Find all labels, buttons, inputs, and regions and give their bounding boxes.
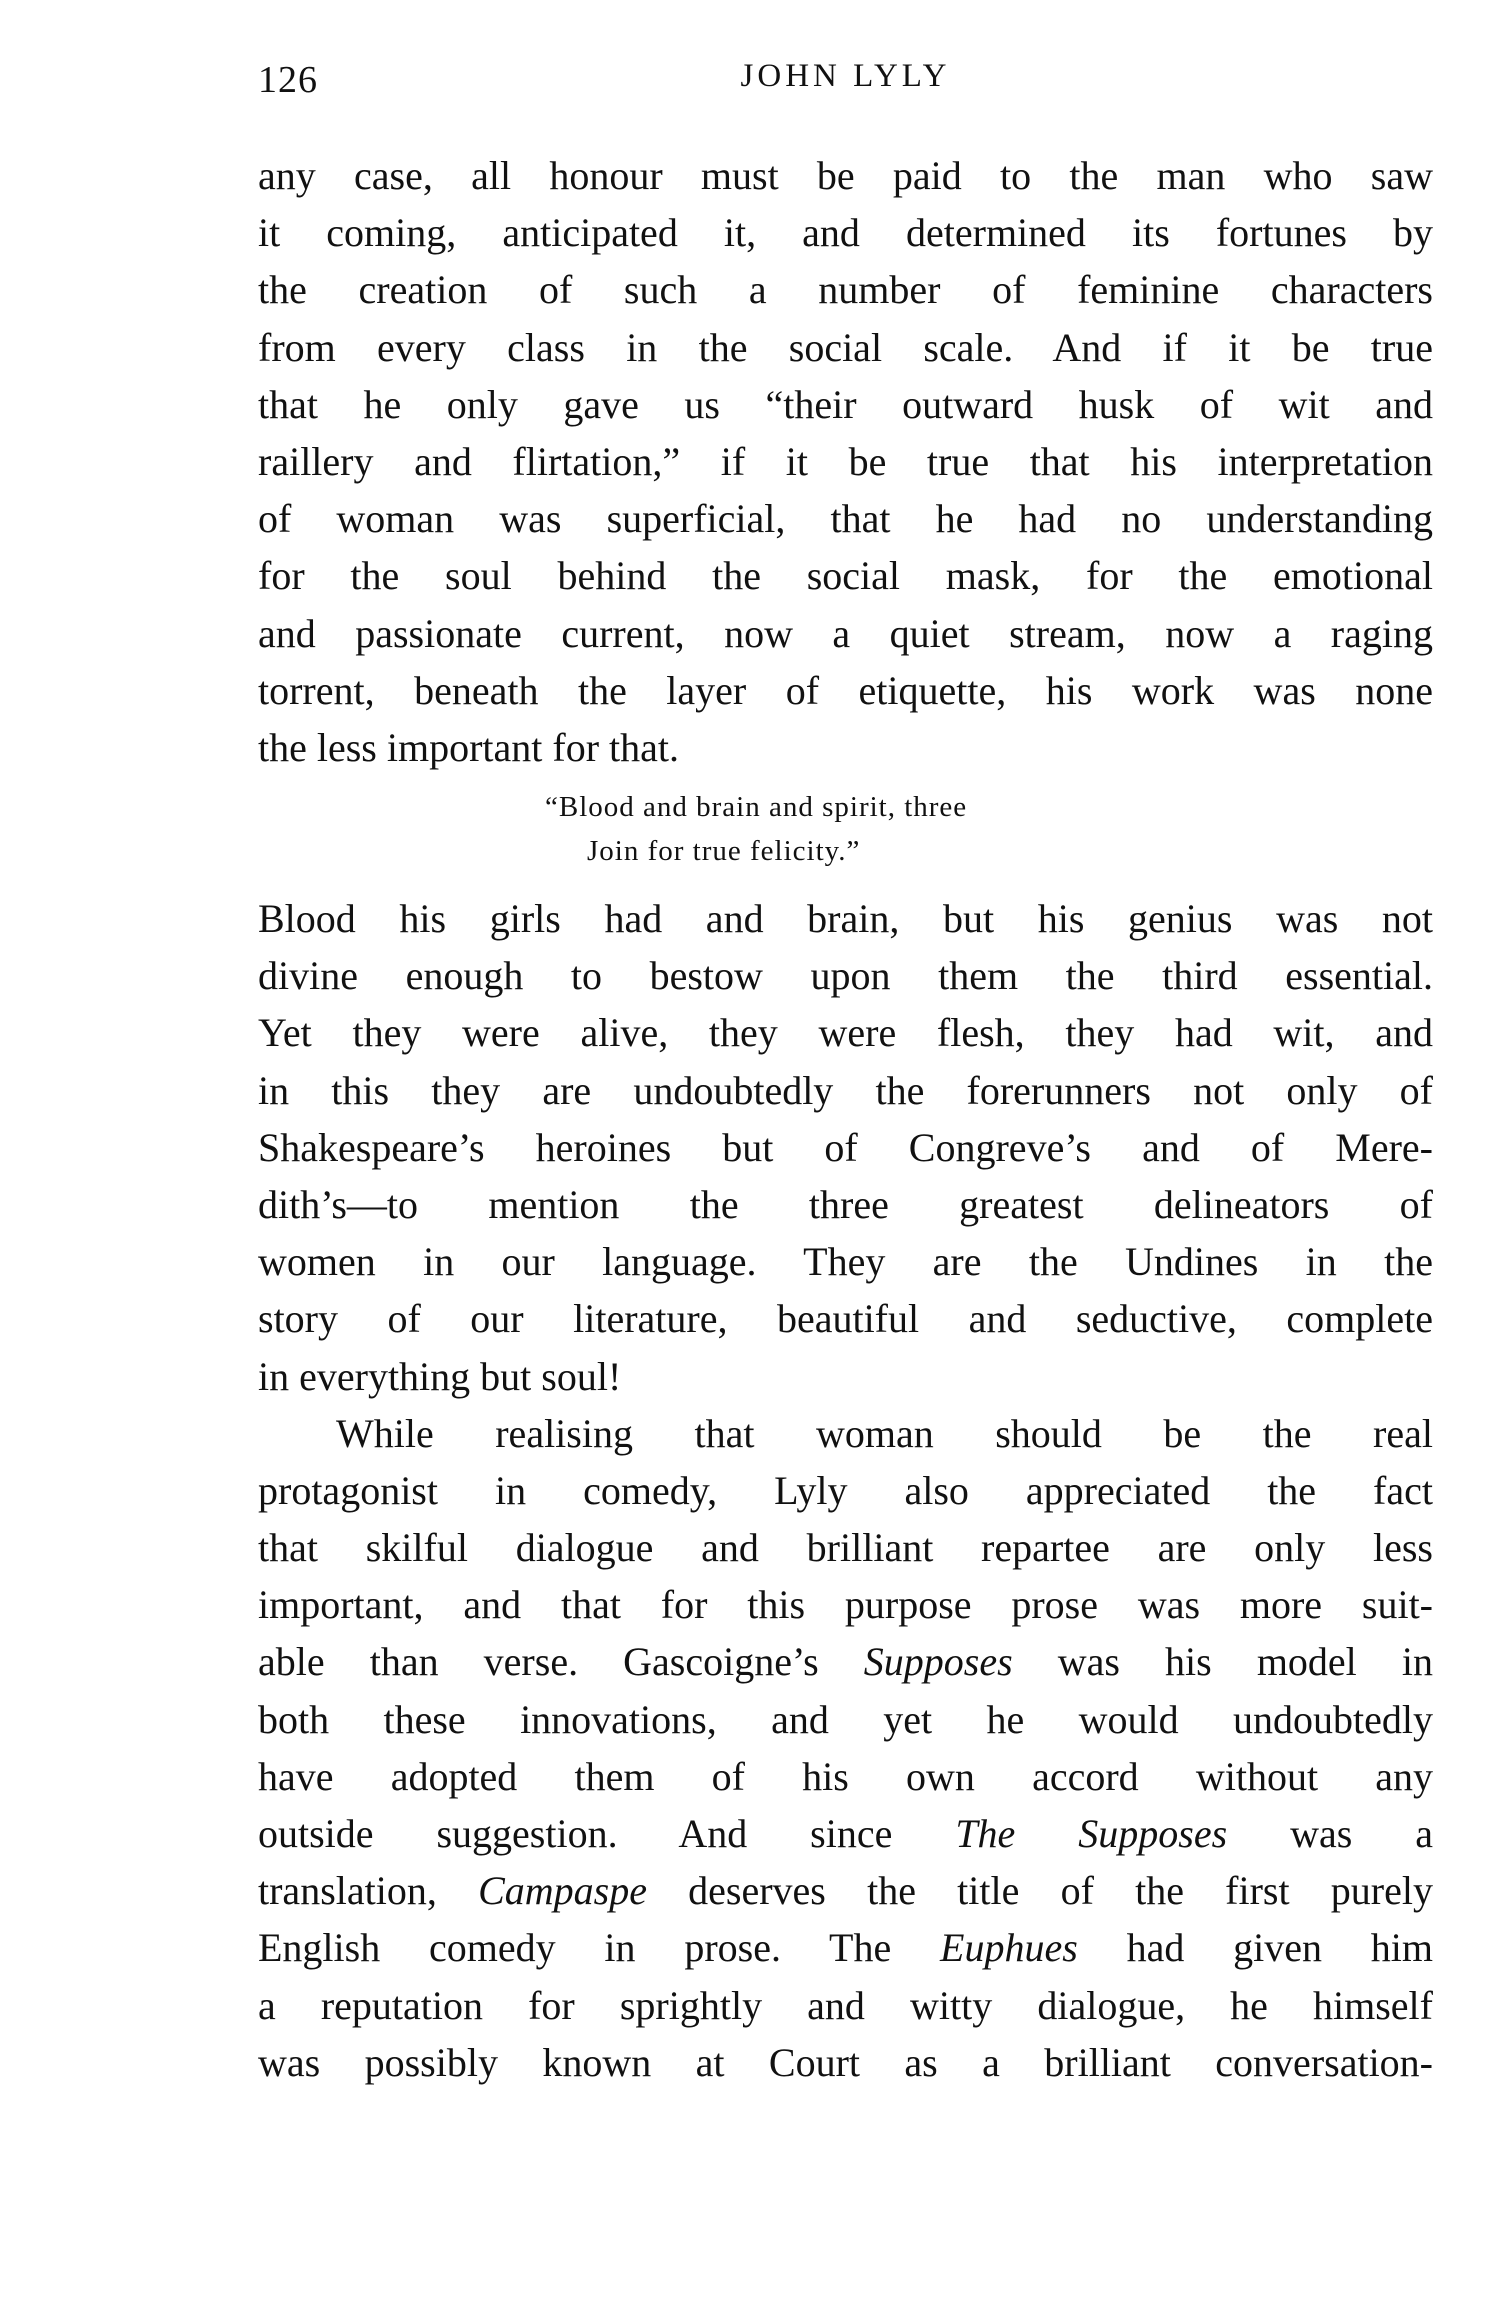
italic-title: Supposes	[863, 1639, 1013, 1685]
italic-title: Euphues	[940, 1925, 1078, 1971]
text-line: raillery and flirtation,” if it be true that his interpretation	[258, 438, 1433, 484]
text-line: of woman was superficial, that he had no understanding	[258, 496, 1433, 542]
text-line: for the soul behind the social mask, for the emotional	[258, 553, 1433, 599]
text-line: that he only gave us “their outward husk of wit and	[258, 381, 1433, 427]
text-run: was a	[1227, 1811, 1434, 1856]
italic-title: The Supposes	[955, 1811, 1228, 1856]
text-line: divine enough to bestow upon them the third essential.	[258, 953, 1433, 999]
text-line: story of our literature, beautiful and seductive, complete	[258, 1296, 1433, 1342]
text-run: had given him	[1077, 1925, 1433, 1971]
quotation-line: Join for true felicity.”	[587, 835, 861, 867]
text-line: was possibly known at Court as a brilliant conversation-	[258, 2039, 1433, 2085]
text-line: the creation of such a number of feminine characters	[258, 267, 1433, 313]
text-run: was his model in	[1012, 1639, 1434, 1685]
text-line: it coming, anticipated it, and determined its fortunes by	[258, 210, 1433, 256]
text-line: torrent, beneath the layer of etiquette, his work was none	[258, 667, 1433, 713]
text-line: from every class in the social scale. And if it be true	[258, 324, 1433, 370]
text-line: and passionate current, now a quiet stream, now a raging	[258, 610, 1433, 656]
text-line: that skilful dialogue and brilliant repartee are only less	[258, 1525, 1433, 1571]
text-line: the less important for that.	[258, 724, 680, 770]
text-run: deserves the title of the first purely	[646, 1868, 1433, 1914]
text-line: in this they are undoubtedly the forerunners not only of	[258, 1067, 1433, 1113]
verse-quotation	[545, 785, 1145, 873]
text-line: both these innovations, and yet he would undoubtedly	[258, 1696, 1433, 1742]
text-line: dith’s—to mention the three greatest delineators of	[258, 1181, 1433, 1227]
text-line: protagonist in comedy, Lyly also appreciated the fact	[258, 1467, 1433, 1513]
text-line	[258, 1862, 1433, 1919]
text-run: English comedy in prose. The	[258, 1925, 941, 1971]
quotation-line: “Blood and brain and spirit, three	[545, 791, 968, 823]
italic-title: Campaspe	[478, 1868, 647, 1914]
text-line: important, and that for this purpose prose was more suit-	[258, 1582, 1433, 1628]
page-number: 126	[258, 59, 318, 101]
text-line: in everything but soul!	[258, 1353, 622, 1399]
text-run: outside suggestion. And since	[258, 1811, 956, 1856]
text-line: any case, all honour must be paid to the man who saw	[258, 153, 1433, 198]
page-header	[258, 58, 1433, 108]
text-run: translation,	[258, 1868, 479, 1914]
main-text	[258, 890, 1433, 2091]
text-line: Blood his girls had and brain, but his genius was not	[258, 896, 1433, 941]
text-line: a reputation for sprightly and witty dialogue, he himself	[258, 1982, 1433, 2028]
text-line	[258, 1805, 1433, 1862]
text-line	[258, 1633, 1433, 1690]
text-line: Shakespeare’s heroines but of Congreve’s and of Mere-	[258, 1124, 1433, 1170]
text-line: While realising that woman should be the real	[336, 1410, 1433, 1456]
text-line	[258, 1919, 1433, 1976]
running-title: JOHN LYLY	[740, 58, 951, 94]
text-run: able than verse. Gascoigne’s	[258, 1639, 864, 1685]
text-line: have adopted them of his own accord without any	[258, 1753, 1433, 1799]
text-line: Yet they were alive, they were flesh, they had wit, and	[258, 1010, 1433, 1056]
paragraph-continuation	[258, 147, 1433, 776]
text-line: women in our language. They are the Undines in the	[258, 1239, 1433, 1285]
